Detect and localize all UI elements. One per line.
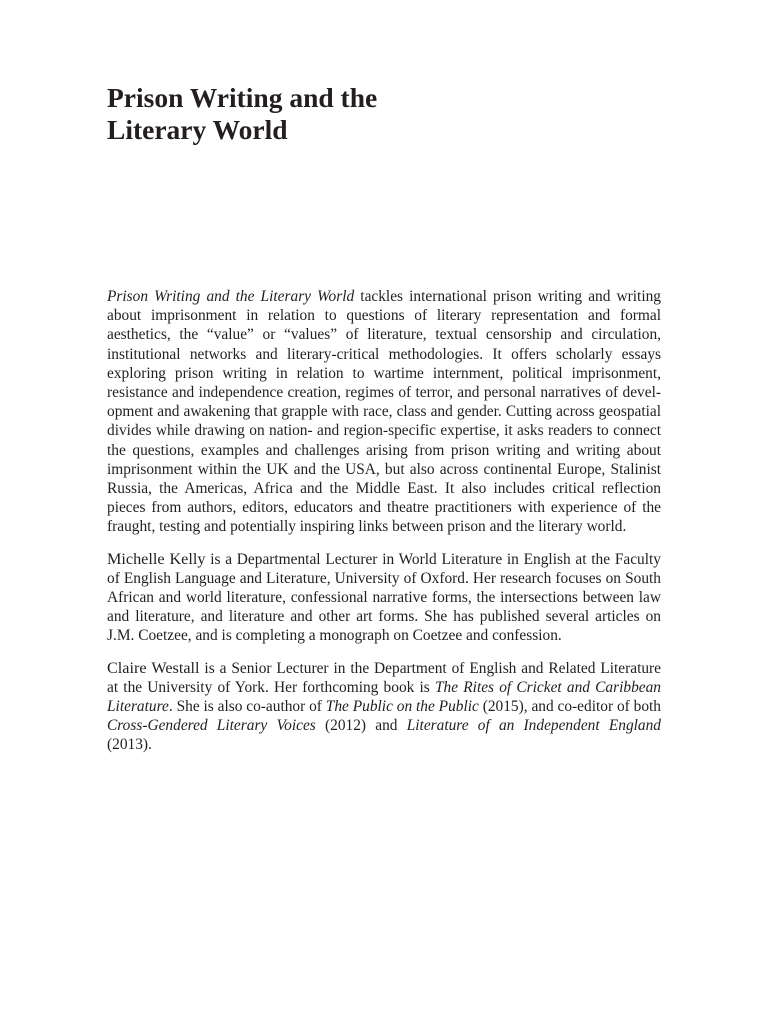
bio-text-westall-4: (2012) and — [315, 717, 407, 735]
title-line-1: Prison Writing and the — [107, 82, 378, 113]
bio-text-kelly: is a Departmental Lecturer in World Literature in English at the Faculty of English Language and Literature, University of Oxford. Her research focuses on South African and world literature, confessional narrative forms, the intersections between law and literature, and literature and other art forms. She has published several articles on J.M. Coetzee, and is completing a monograph on Coetzee and confession. — [107, 550, 661, 645]
book-description — [107, 287, 661, 537]
author-name-kelly: Michelle Kelly — [107, 549, 206, 568]
bio-text-westall-3: (2015), and co-editor of both — [478, 698, 661, 716]
book-title-independent-england: Literature of an Independent England — [406, 717, 661, 735]
description-text: tackles international prison writing and writing about imprisonment in relation to questions of literary representation and formal aesthetics, the “value” or “values” of literature, textual censorship and circulation, institutional networks and literary-critical methodologies. It offers scholarly essays exploring prison writing in relation to wartime internment, political imprisonment, resistance and independence creation, regimes of terror, and personal narratives of development and awakening that grapple with race, class and gender. Cutting across geospatial divides while drawing on nation- and region-specific expertise, it asks readers to connect the questions, examples and challenges arising from prison writing and writing about imprisonment within the UK and the USA, but also across continental Europe, Stalinist Russia, the Americas, Africa and the Middle East. It also includes critical reflection pieces from authors, editors, educators and theatre practitioners with experience of the fraught, testing and potentially inspiring links between prison and the literary world. — [107, 288, 661, 536]
bio-text-westall-5: (2013). — [107, 736, 152, 754]
title-line-2: Literary World — [107, 114, 288, 145]
body-text — [107, 287, 661, 768]
author-name-westall: Claire Westall — [107, 658, 200, 677]
book-title-public: The Public on the Public — [325, 698, 479, 716]
author-bio-kelly — [107, 550, 661, 646]
bio-text-westall-2: . She is also co-author of — [168, 698, 326, 716]
bio-text-westall-1: is a Senior Lecturer in the Department of English and Related Literature at the University of York. Her forthcoming book is — [107, 659, 661, 696]
book-title-cross-gendered: Cross-Gendered Literary Voices — [107, 717, 316, 735]
book-title-italic: Prison Writing and the Literary World — [107, 288, 355, 305]
page-title — [107, 82, 667, 146]
author-bio-westall — [107, 659, 661, 755]
book-title-rites: The Rites of Cricket and Caribbean Literature — [107, 678, 661, 716]
